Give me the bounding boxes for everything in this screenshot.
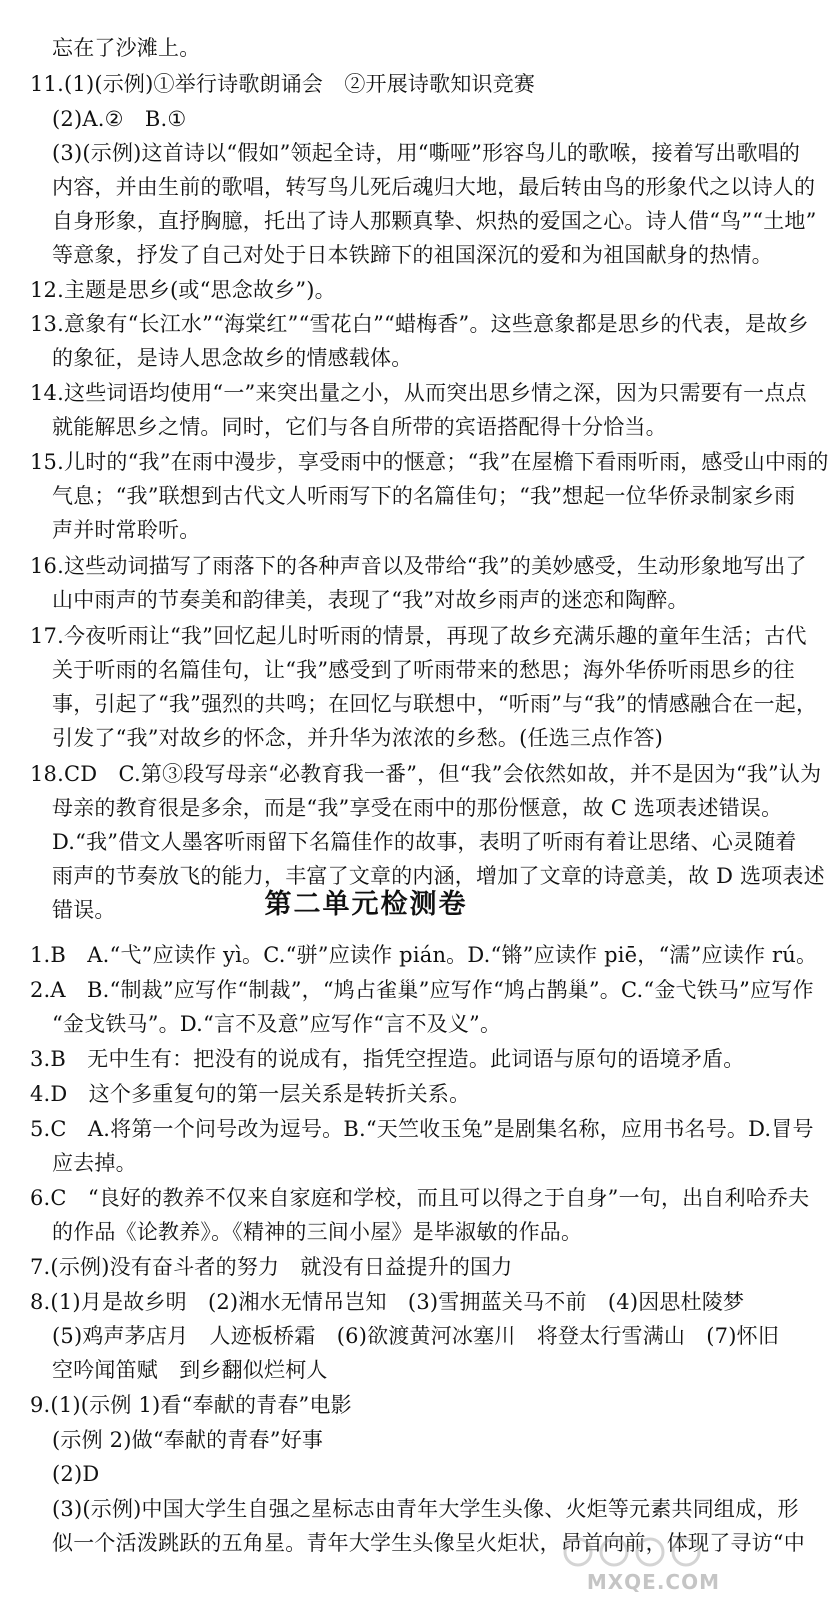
- text-line: 18.CD C.第③段写母亲“必教育我一番”，但“我”会依然如故，并不是因为“我”认为: [30, 762, 822, 786]
- text-line: 6.C “良好的教养不仅来自家庭和学校，而且可以得之于自身”一句，出自利哈乔夫: [30, 1186, 810, 1210]
- text-line: 11.(1)(示例)①举行诗歌朗诵会 ②开展诗歌知识竞赛: [30, 72, 536, 96]
- text-line: (2)A.② B.①: [52, 107, 187, 131]
- text-line: 2.A B.“制裁”应写作“制裁”，“鸠占雀巢”应写作“鸠占鹊巢”。C.“金弋铁马”应写作: [30, 978, 814, 1002]
- text-line: “金戈铁马”。D.“言不及意”应写作“言不及义”。: [52, 1012, 502, 1036]
- text-line: 关于听雨的名篇佳句，让“我”感受到了听雨带来的愁思；海外华侨听雨思乡的往: [52, 658, 795, 682]
- text-line: 就能解思乡之情。同时，它们与各自所带的宾语搭配得十分恰当。: [52, 415, 667, 439]
- text-line: 的象征，是诗人思念故乡的情感载体。: [52, 346, 413, 370]
- text-line: 等意象，抒发了自己对处于日本铁蹄下的祖国深沉的爱和为祖国献身的热情。: [52, 243, 773, 267]
- watermark-text: MXQE.COM: [586, 1570, 720, 1594]
- text-line: 4.D 这个多重复句的第一层关系是转折关系。: [30, 1082, 471, 1106]
- text-line: 5.C A.将第一个问号改为逗号。B.“天竺收玉兔”是剧集名称，应用书名号。D.冒号: [30, 1117, 814, 1141]
- text-line: (3)(示例)中国大学生自强之星标志由青年大学生头像、火炬等元素共同组成，形: [52, 1497, 799, 1521]
- text-line: (5)鸡声茅店月 人迹板桥霜 (6)欲渡黄河冰塞川 将登太行雪满山 (7)怀旧: [52, 1324, 780, 1348]
- text-line: 应去掉。: [52, 1151, 137, 1175]
- text-line: 气息；“我”联想到古代文人听雨写下的名篇佳句；“我”想起一位华侨录制家乡雨: [52, 484, 796, 508]
- text-line: D.“我”借文人墨客听雨留下名篇佳作的故事，表明了听雨有着让思绪、心灵随着: [52, 830, 797, 854]
- text-line: 引发了“我”对故乡的怀念，并升华为浓浓的乡愁。(任选三点作答): [52, 726, 664, 750]
- text-line: 内容，并由生前的歌唱，转写鸟儿死后魂归大地，最后转由鸟的形象代之以诗人的: [52, 175, 816, 199]
- text-line: 山中雨声的节奏美和韵律美，表现了“我”对故乡雨声的迷恋和陶醉。: [52, 588, 689, 612]
- text-line: 雨声的节奏放飞的能力，丰富了文章的内涵，增加了文章的诗意美，故 D 选项表述: [52, 864, 825, 888]
- text-line: (2)D: [52, 1462, 100, 1486]
- text-line: 9.(1)(示例 1)看“奉献的青春”电影: [30, 1393, 352, 1417]
- text-line: 17.今夜听雨让“我”回忆起儿时听雨的情景，再现了故乡充满乐趣的童年生活；古代: [30, 624, 807, 648]
- text-line: 7.(示例)没有奋斗者的努力 就没有日益提升的国力: [30, 1255, 513, 1279]
- text-line: 16.这些动词描写了雨落下的各种声音以及带给“我”的美妙感受，生动形象地写出了: [30, 554, 807, 578]
- text-line: 3.B 无中生有：把没有的说成有，指凭空捏造。此词语与原句的语境矛盾。: [30, 1047, 745, 1071]
- text-line: 的作品《论教养》。《精神的三间小屋》是毕淑敏的作品。: [52, 1220, 583, 1244]
- text-line: 母亲的教育很是多余，而是“我”享受在雨中的那份惬意，故 C 选项表述错误。: [52, 796, 783, 820]
- text-line: 忘在了沙滩上。: [52, 36, 201, 60]
- text-line: (3)(示例)这首诗以“假如”领起全诗，用“嘶哑”形容鸟儿的歌喉，接着写出歌唱的: [52, 141, 801, 165]
- text-line: 声并时常聆听。: [52, 518, 201, 542]
- text-line: 14.这些词语均使用“一”来突出量之小，从而突出思乡情之深，因为只需要有一点点: [30, 381, 807, 405]
- text-line: 13.意象有“长江水”“海棠红”“雪花白”“蜡梅香”。这些意象都是思乡的代表，是故乡: [30, 312, 809, 336]
- text-line: 自身形象，直抒胸臆，托出了诗人那颗真挚、炽热的爱国之心。诗人借“鸟”“土地”: [52, 209, 817, 233]
- text-line: 空吟闻笛赋 到乡翻似烂柯人: [52, 1358, 328, 1382]
- text-line: 事，引起了“我”强烈的共鸣；在回忆与联想中，“听雨”与“我”的情感融合在一起，: [52, 692, 818, 716]
- text-line: 错误。: [52, 898, 116, 922]
- text-line: 12.主题是思乡(或“思念故乡”)。: [30, 278, 336, 302]
- text-line: 15.儿时的“我”在雨中漫步，享受雨中的惬意；“我”在屋檐下看雨听雨，感受山中雨的: [30, 450, 829, 474]
- text-line: (示例 2)做“奉献的青春”好事: [52, 1428, 324, 1452]
- text-line: 似一个活泼跳跃的五角星。青年大学生头像呈火炬状，昂首向前，体现了寻访“中: [52, 1531, 805, 1555]
- text-line: 8.(1)月是故乡明 (2)湘水无情吊岂知 (3)雪拥蓝关马不前 (4)因思杜陵梦: [30, 1290, 745, 1314]
- text-line: 1.B A.“弋”应读作 yì。C.“骈”应读作 pián。D.“锵”应读作 piē，“濡”应读作 rú。: [30, 943, 818, 967]
- watermark-logo-icon: [560, 1534, 710, 1570]
- section-title: 第二单元检测卷: [264, 889, 468, 920]
